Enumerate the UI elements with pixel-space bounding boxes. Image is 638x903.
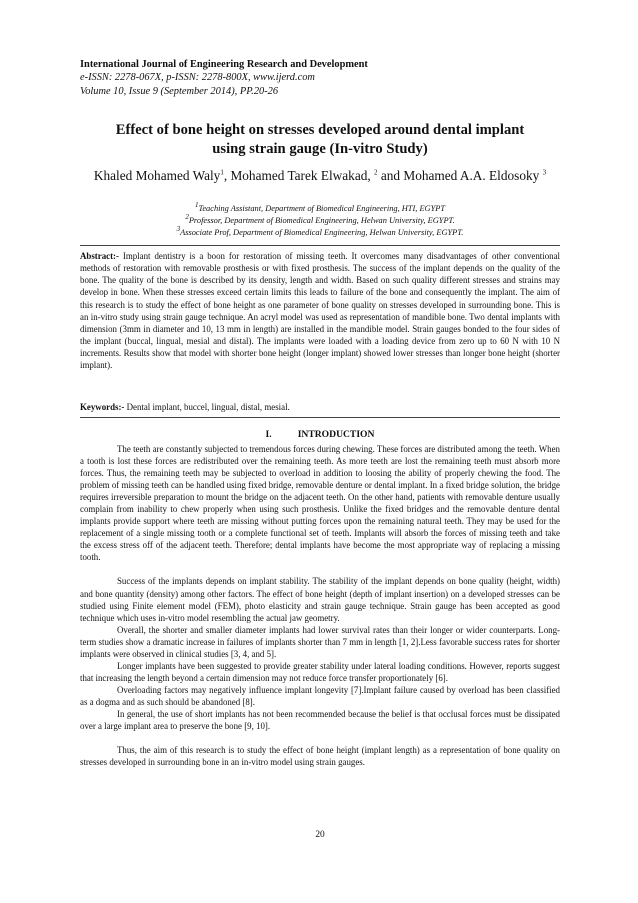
affiliation-mark: 2 [185,213,189,221]
affiliation-text: Professor, Department of Biomedical Engineering, Helwan University, EGYPT. [188,215,455,225]
paragraph: Overall, the shorter and smaller diameter implants had lower survival rates than their longer or wider counterparts. Long-term studies show a dramatic increase in failures of implants shorter than 7 mm in length [1, 2].Less favorable success rates for shorter implants were observed in clinical studies [3, 4, and 5]. [80,624,560,659]
paragraph: Thus, the aim of this research is to study the effect of bone height (implant length) as a representation of bone quality on stresses developed in surrounding bone in an in-vitro model using strain gauges. [80,745,560,768]
abstract [80,250,560,372]
keywords-label: Keywords:- [80,402,125,412]
paper-title [78,121,562,159]
author-1-mark: 1 [220,168,224,177]
paragraph: Overloading factors may negatively influence implant longevity [7].Implant failure caused by overload has been classified as a dogma and as such should be abandoned [8]. [80,684,560,707]
affiliation-mark: 3 [176,224,181,233]
abstract-text: Implant dentistry is a boon for restoration of missing teeth. It overcomes many disadvantages of other conventional methods of restoration with removable prosthesis or with fixed prosthesis. The success of the implant depends on the quality of the bone. The quality of the bone is described by its density, length and width. Based on such quality different stresses and strains may develop in bone. When these stresses exceed certain limits this leads to failure of the bone and consequently the implant. The aim of this research is to study the effect of bone height as one parameter of bone quality on stresses developed in surrounding bone. This is an in-vitro study using strain gauge technique. An acryl model was used as representation of mandible bone. Two dental implants with dimension (3mm in diameter and 10, 13 mm in length) are installed in the mandible model. Strain gauges bonded to the four sides of the implant (buccal, lingual, mesial and distal). The implants were loaded with a loading device from zero up to 60 N with 10 N increments. Results show that model with shorter bone height (longer implant) showed lower stresses than longer bone height (shorter implant). [80,251,560,371]
title-line-2: using strain gauge (In-vitro Study) [212,141,428,157]
journal-header [80,58,560,98]
affiliation-mark: 1 [194,201,199,210]
author-list [78,167,562,184]
affiliation [80,215,560,227]
section-number: I. [265,429,272,440]
paragraph: Success of the implants depends on implant stability. The stability of the implant depends on bone quality (height, width) and bone quantity (density) among other factors. The effect of bone height (depth of implant insertion) on a developed stresses can be studied using Finite element model (FEM), photo elasticity and strain gauge technique. Strain gauge has been accepted as good technique which uses in-vitro model resembling the actual jaw geometry. [80,576,560,623]
affiliation-text: Teaching Assistant, Department of Biomedical Engineering, HTI, EGYPT [198,204,446,213]
abstract-label: Abstract:- [80,251,119,261]
author-separator-2: and Mohamed A.A. Eldosoky [377,168,543,183]
section-heading [80,429,560,441]
keywords [80,401,560,413]
divider-top [80,245,560,246]
keywords-text: Dental implant, buccel, lingual, distal, mesial. [124,402,290,412]
affiliation [80,224,560,239]
author-2-mark: 2 [374,168,378,177]
affiliations [80,203,560,238]
paragraph: Longer implants have been suggested to provide greater stability under lateral loading conditions. However, reports suggest that increasing the length beyond a certain dimension may not reduce force transfer proportionately [6]. [80,660,560,683]
title-line-1: Effect of bone height on stresses developed around dental implant [115,122,525,138]
author-1: Khaled Mohamed Waly [93,168,221,183]
page-number: 20 [315,830,325,840]
paragraph: In general, the use of short implants has not been recommended because the belief is that occlusal forces must be dissipated over a large implant area to preserve the bone [9, 10]. [80,708,560,732]
journal-volume: Volume 10, Issue 9 (September 2014), PP.20-26 [80,85,279,97]
author-3-mark: 3 [542,168,547,177]
section-title: INTRODUCTION [297,429,375,440]
author-separator-1: , Mohamed Tarek Elwakad, [223,168,375,183]
journal-issn: e-ISSN: 2278-067X, p-ISSN: 2278-800X, www.ijerd.com [80,72,315,84]
journal-name: International Journal of Engineering Research and Development [80,59,368,70]
affiliation-text: Associate Prof, Department of Biomedical Engineering, Helwan University, EGYPT. [180,227,464,237]
divider-bottom [80,417,560,418]
affiliation [80,203,560,215]
body-text [80,443,560,768]
paragraph: The teeth are constantly subjected to tremendous forces during chewing. These forces are distributed among the teeth. When a tooth is lost these forces are redistributed over the remaining teeth. As more teeth are lost the remaining teeth must absorb more forces. Thus, the remaining teeth may be subjected to overload in addition to loosing the ability of properly chewing the food. The problem of missing teeth can be handled using fixed bridge, removable denture or dental implant. In a fixed bridge solution, the bridge requires irreversible preparation to mount the bridge on the adjacent teeth. On the other hand, patients with removable denture usually complain from inability to chew properly when using such prosthesis. Unlike the fixed bridges and the removable denture dental implants provide support where teeth are missing without putting forces upon the remaining natural teeth. They may be used for the replacement of a single missing tooth or a complete functional set of teeth. Implants will absorb the forces of missing teeth and take the excess stress off of the adjacent teeth. Therefore; dental implants have become the most appropriate way of replacing a missing tooth. [80,444,560,563]
